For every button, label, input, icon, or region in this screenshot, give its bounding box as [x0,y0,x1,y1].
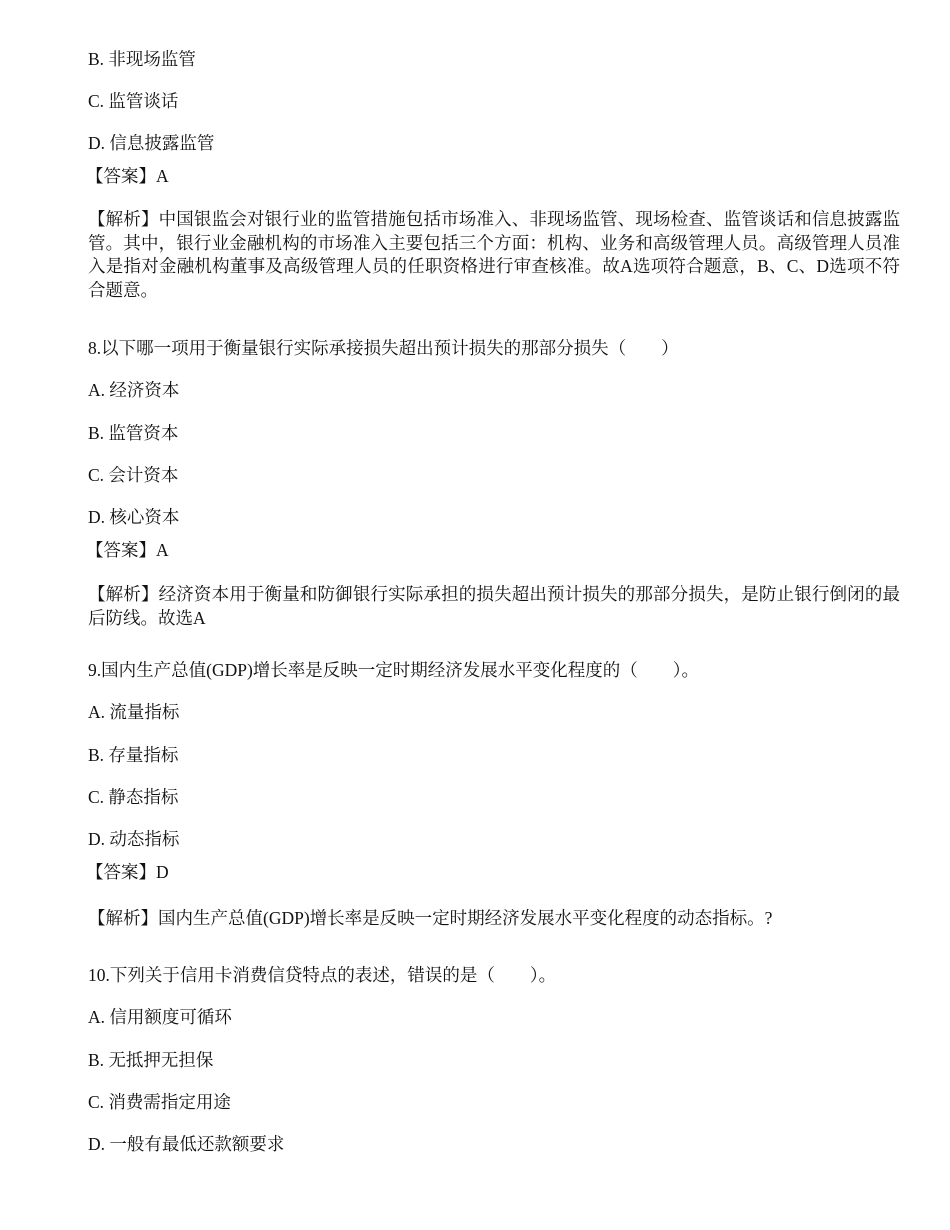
q9-question: 9.国内生产总值(GDP)增长率是反映一定时期经济发展水平变化程度的（ ）。 [88,660,700,680]
q9-option-b: B. 存量指标 [88,745,179,765]
q10-option-c: C. 消费需指定用途 [88,1092,231,1112]
q9-analysis: 【解析】国内生产总值(GDP)增长率是反映一定时期经济发展水平变化程度的动态指标。? [88,908,773,928]
q10-option-b: B. 无抵押无担保 [88,1050,214,1070]
q9-option-a: A. 流量指标 [88,702,180,722]
q8-answer: 【答案】A [86,540,169,560]
q10-option-a: A. 信用额度可循环 [88,1007,232,1027]
q9-option-c: C. 静态指标 [88,787,179,807]
q8-option-a: A. 经济资本 [88,380,180,400]
q9-option-d: D. 动态指标 [88,829,180,849]
q8-question: 8.以下哪一项用于衡量银行实际承接损失超出预计损失的那部分损失（ ） [88,338,679,358]
q10-option-d: D. 一般有最低还款额要求 [88,1134,285,1154]
q7-option-d: D. 信息披露监管 [88,133,215,153]
q7-option-b: B. 非现场监管 [88,49,196,69]
q7-analysis: 【解析】中国银监会对银行业的监管措施包括市场准入、非现场监管、现场检查、监管谈话和信息披露监管。其中，银行业金融机构的市场准入主要包括三个方面：机构、业务和高级管理人员。高级管理人员准入是指对金融机构董事及高级管理人员的任职资格进行审查核准。故A选项符合题意，B、C、D选项不符合题意。 [88,209,900,300]
q8-option-b: B. 监管资本 [88,423,179,443]
q10-question: 10.下列关于信用卡消费信贷特点的表述，错误的是（ ）。 [88,965,557,985]
q7-answer: 【答案】A [86,166,169,186]
q8-option-c: C. 会计资本 [88,465,179,485]
q8-option-d: D. 核心资本 [88,507,180,527]
q9-answer: 【答案】D [86,862,169,882]
q7-option-c: C. 监管谈话 [88,91,179,111]
q8-analysis: 【解析】经济资本用于衡量和防御银行实际承担的损失超出预计损失的那部分损失，是防止银行倒闭的最后防线。故选A [88,584,900,628]
